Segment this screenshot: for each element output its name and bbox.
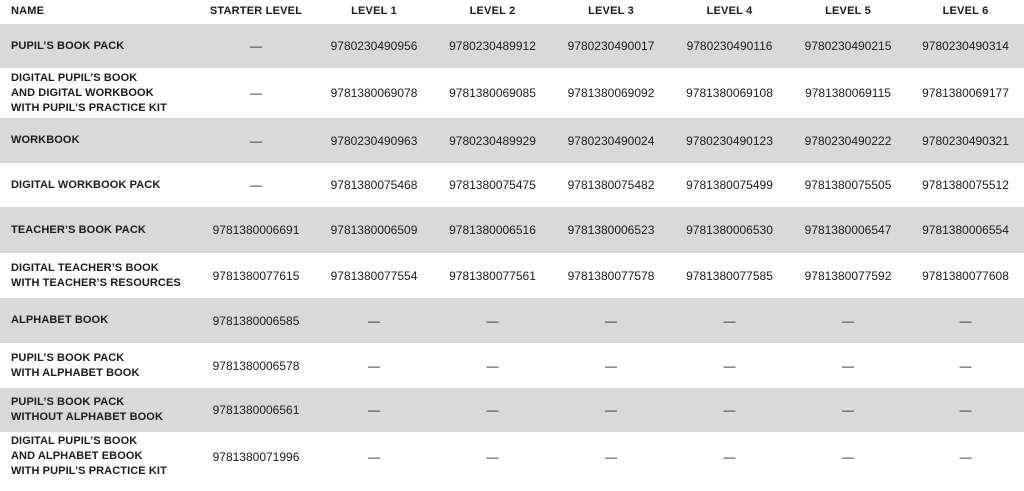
- isbn-cell-level-2: 9781380069085: [449, 86, 536, 100]
- isbn-cell-level-5: 9780230490222: [789, 118, 907, 163]
- isbn-cell-starter-level: 9781380071996: [212, 449, 300, 464]
- header-level-3: LEVEL 3: [588, 5, 634, 17]
- isbn-cell-level-5: 9781380069115: [805, 86, 891, 100]
- product-name-cell: [0, 388, 197, 432]
- product-name-line: DIGITAL WORKBOOK PACK: [11, 178, 161, 191]
- isbn-cell-level-3: —: [605, 358, 617, 373]
- isbn-cell-level-3: —: [552, 298, 670, 343]
- isbn-cell-starter-level: 9781380006561: [197, 388, 315, 432]
- isbn-cell-level-5: 9781380077592: [804, 268, 892, 283]
- isbn-cell-level-4: 9781380075499: [686, 178, 773, 192]
- isbn-cell-level-4: 9780230490116: [670, 24, 789, 68]
- isbn-cell-level-4: 9781380077585: [686, 268, 773, 283]
- isbn-cell-level-1: —: [315, 388, 433, 432]
- isbn-cell-level-2: —: [486, 358, 499, 373]
- isbn-cell-level-6: —: [959, 358, 972, 373]
- isbn-cell-starter-level: 9781380006691: [197, 207, 315, 253]
- isbn-cell-starter-level: —: [250, 86, 262, 100]
- product-name-line: PUPIL’S BOOK PACK: [11, 396, 125, 408]
- isbn-cell-starter-level: 9781380006585: [197, 298, 315, 343]
- isbn-cell-level-4: —: [723, 449, 736, 464]
- isbn-cell-level-5: —: [842, 449, 854, 464]
- isbn-cell-level-3: 9781380075482: [567, 178, 655, 192]
- isbn-cell-level-6: 9781380069177: [922, 86, 1009, 100]
- isbn-cell-level-6: 9781380006554: [907, 207, 1024, 253]
- product-name-line: ALPHABET BOOK: [11, 314, 109, 326]
- isbn-cell-level-5: —: [789, 298, 907, 343]
- isbn-cell-level-5: 9780230490215: [789, 24, 907, 68]
- product-name-line: DIGITAL PUPIL’S BOOK: [11, 435, 138, 447]
- header-name: NAME: [11, 5, 45, 17]
- product-name-line: WITH ALPHABET BOOK: [11, 366, 140, 379]
- isbn-cell-starter-level: —: [250, 178, 262, 192]
- product-name-line: WITHOUT ALPHABET BOOK: [11, 411, 164, 423]
- table-row: [0, 207, 1024, 253]
- isbn-cell-level-2: 9781380075475: [449, 178, 536, 192]
- product-name-line: WORKBOOK: [11, 134, 80, 146]
- isbn-cell-level-5: —: [842, 358, 854, 373]
- isbn-cell-level-2: 9781380006516: [433, 207, 552, 253]
- isbn-cell-level-4: —: [670, 388, 789, 432]
- isbn-cell-level-6: —: [907, 388, 1024, 432]
- isbn-cell-level-1: 9781380006509: [315, 207, 433, 253]
- isbn-cell-level-2: 9780230489929: [433, 118, 552, 163]
- isbn-cell-level-3: 9780230490024: [552, 118, 670, 163]
- product-name-line: AND ALPHABET EBOOK: [11, 450, 143, 462]
- isbn-cell-level-3: —: [552, 388, 670, 432]
- isbn-cell-starter-level: 9781380006578: [212, 358, 300, 373]
- isbn-cell-level-6: 9781380075512: [922, 178, 1009, 192]
- header-row: [0, 0, 1024, 24]
- isbn-cell-level-2: —: [486, 449, 499, 464]
- isbn-cell-level-4: 9781380006530: [670, 207, 789, 253]
- table-row: [0, 343, 1024, 388]
- isbn-cell-level-2: 9781380077561: [449, 268, 536, 283]
- isbn-cell-level-1: 9780230490956: [315, 24, 433, 68]
- isbn-cell-level-5: —: [789, 388, 907, 432]
- product-name-line: PUPIL’S BOOK PACK: [11, 39, 125, 52]
- product-name-line: DIGITAL PUPIL’S BOOK: [11, 71, 138, 84]
- isbn-cell-level-4: —: [723, 358, 736, 373]
- isbn-cell-level-2: 9780230489912: [433, 24, 552, 68]
- isbn-cell-level-4: 9780230490123: [670, 118, 789, 163]
- isbn-cell-level-1: 9781380069078: [330, 86, 418, 100]
- product-name-cell: [0, 163, 197, 207]
- isbn-cell-level-6: 9780230490321: [907, 118, 1024, 163]
- table-row: [0, 68, 1024, 118]
- isbn-cell-level-4: —: [670, 298, 789, 343]
- isbn-cell-level-1: 9781380075468: [330, 178, 418, 192]
- header-level-4: LEVEL 4: [706, 5, 753, 17]
- table-row: [0, 118, 1024, 163]
- header-starter-level: STARTER LEVEL: [209, 5, 303, 17]
- isbn-cell-starter-level: 9781380077615: [212, 268, 300, 283]
- product-name-line: PUPIL’S BOOK PACK: [11, 351, 125, 364]
- header-level-5: LEVEL 5: [825, 5, 871, 17]
- table-row: [0, 298, 1024, 343]
- table-row: [0, 24, 1024, 68]
- header-level-2: LEVEL 2: [469, 5, 516, 17]
- isbn-cell-level-4: 9781380069108: [686, 86, 773, 100]
- isbn-cell-level-2: —: [433, 298, 552, 343]
- product-name-cell: [0, 343, 197, 388]
- isbn-cell-level-6: —: [907, 298, 1024, 343]
- isbn-cell-level-1: 9781380077554: [330, 268, 418, 283]
- isbn-cell-level-3: 9781380006523: [552, 207, 670, 253]
- table-row: [0, 163, 1024, 207]
- product-name-cell: [0, 298, 197, 343]
- isbn-cell-level-1: —: [368, 449, 380, 464]
- isbn-cell-level-2: —: [433, 388, 552, 432]
- product-name-cell: [0, 253, 197, 298]
- product-name-line: TEACHER’S BOOK PACK: [11, 223, 146, 236]
- product-name-cell: [0, 207, 197, 253]
- product-name-line: WITH PUPIL’S PRACTICE KIT: [11, 465, 167, 477]
- isbn-cell-level-1: —: [368, 358, 380, 373]
- isbn-cell-level-6: 9780230490314: [907, 24, 1024, 68]
- isbn-cell-level-3: 9781380069092: [567, 86, 655, 100]
- isbn-cell-starter-level: —: [197, 24, 315, 68]
- isbn-cell-level-3: 9781380077578: [567, 268, 655, 283]
- product-name-line: WITH TEACHER’S RESOURCES: [11, 276, 181, 289]
- product-name-line: WITH PUPIL’S PRACTICE KIT: [11, 101, 167, 114]
- product-name-line: AND DIGITAL WORKBOOK: [11, 86, 154, 99]
- isbn-cell-level-6: —: [959, 449, 972, 464]
- isbn-cell-level-3: 9780230490017: [552, 24, 670, 68]
- isbn-cell-level-5: 9781380075505: [804, 178, 892, 192]
- isbn-cell-level-6: 9781380077608: [922, 268, 1009, 283]
- isbn-cell-level-3: —: [605, 449, 617, 464]
- isbn-cell-level-5: 9781380006547: [789, 207, 907, 253]
- product-name-line: DIGITAL TEACHER’S BOOK: [11, 261, 159, 274]
- table-row: [0, 432, 1024, 481]
- isbn-cell-starter-level: —: [197, 118, 315, 163]
- isbn-cell-level-1: 9780230490963: [315, 118, 433, 163]
- product-name-cell: [0, 118, 197, 163]
- product-name-cell: [0, 24, 197, 68]
- product-name-cell: [0, 432, 197, 481]
- isbn-cell-level-1: —: [315, 298, 433, 343]
- header-level-1: LEVEL 1: [351, 5, 397, 17]
- table-row: [0, 253, 1024, 298]
- product-name-cell: [0, 68, 197, 118]
- header-level-6: LEVEL 6: [942, 5, 989, 17]
- table-row: [0, 388, 1024, 432]
